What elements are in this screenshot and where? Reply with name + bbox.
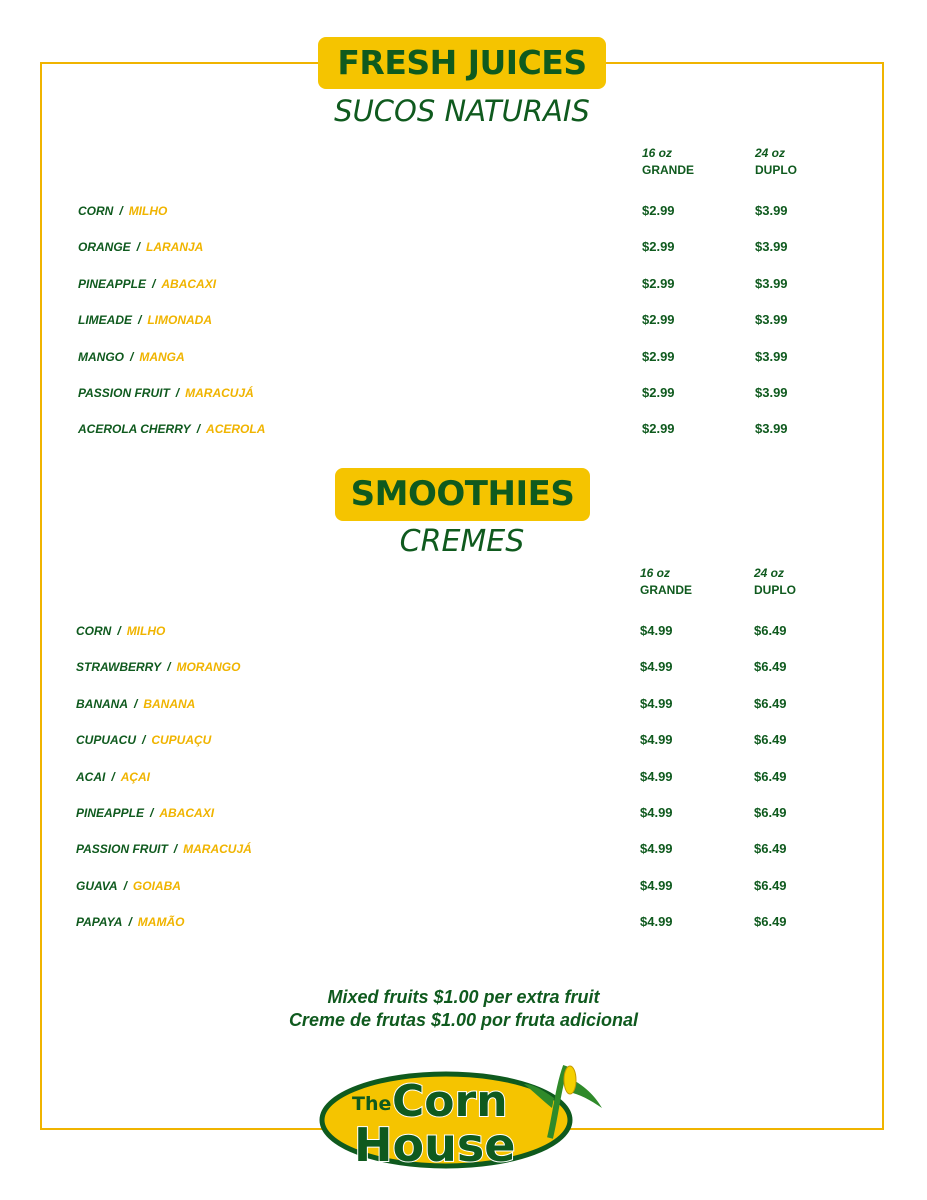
menu-item-name	[78, 240, 203, 260]
juices-col2-oz: 24 oz	[755, 146, 786, 160]
smoothies-col1-size: GRANDE	[640, 583, 693, 597]
price-24oz: $3.99	[755, 203, 788, 218]
item-separator: /	[111, 769, 115, 784]
price-24oz: $3.99	[755, 348, 788, 364]
item-english-name: MANGO	[78, 349, 124, 364]
item-english-name: PASSION FRUIT	[78, 386, 170, 400]
item-english-name: LIMEADE	[78, 313, 132, 328]
price-24oz: $3.99	[755, 385, 788, 400]
item-portuguese-name: LIMONADA	[147, 313, 213, 328]
item-portuguese-name: AÇAI	[120, 769, 151, 784]
price-16oz: $2.99	[642, 275, 675, 291]
juices-col2-size: DUPLO	[755, 163, 797, 177]
smoothies-col-16oz	[640, 565, 692, 599]
price-24oz: $3.99	[755, 421, 788, 437]
item-english-name: PINEAPPLE	[78, 276, 147, 291]
smoothies-title: SMOOTHIES	[335, 468, 590, 521]
menu-item-name	[78, 422, 265, 442]
item-separator: /	[150, 806, 154, 820]
menu-item-name	[76, 879, 181, 899]
juices-title: FRESH JUICES	[318, 37, 606, 89]
smoothies-col2-oz: 24 oz	[754, 566, 785, 580]
corn-house-logo	[318, 1058, 608, 1173]
note-line-en: Mixed fruits $1.00 per extra fruit	[327, 987, 600, 1007]
menu-item-name	[76, 733, 211, 753]
item-portuguese-name: ACEROLA	[206, 422, 266, 437]
item-portuguese-name: BANANA	[143, 696, 196, 711]
juices-col1-oz: 16 oz	[642, 146, 673, 160]
menu-item-name	[78, 350, 185, 370]
price-24oz: $6.49	[754, 659, 787, 675]
item-english-name: ACEROLA CHERRY	[78, 422, 191, 437]
price-16oz: $2.99	[642, 239, 675, 255]
item-english-name: CUPUACU	[76, 733, 136, 748]
item-portuguese-name: MARACUJÁ	[185, 386, 254, 400]
logo-the-text: The	[352, 1093, 392, 1115]
price-16oz: $2.99	[642, 203, 675, 218]
item-portuguese-name: ABACAXI	[161, 276, 217, 291]
item-separator: /	[167, 660, 171, 675]
price-16oz: $4.99	[640, 695, 673, 711]
item-english-name: BANANA	[76, 696, 128, 711]
item-portuguese-name: CUPUAÇU	[151, 733, 212, 748]
item-english-name: GUAVA	[76, 878, 118, 893]
price-24oz: $6.49	[754, 623, 787, 638]
note-line-pt: Creme de frutas $1.00 por fruta adicional	[288, 1010, 639, 1030]
item-portuguese-name: MILHO	[126, 624, 166, 638]
price-24oz: $6.49	[754, 877, 787, 893]
item-separator: /	[173, 842, 178, 857]
item-portuguese-name: MARACUJÁ	[183, 842, 252, 857]
item-separator: /	[138, 313, 142, 328]
menu-item-name	[78, 204, 167, 224]
item-english-name: CORN	[78, 204, 114, 218]
menu-item-name	[76, 660, 240, 680]
item-separator: /	[130, 349, 134, 364]
item-english-name: PINEAPPLE	[76, 806, 145, 820]
item-separator: /	[128, 915, 132, 930]
price-16oz: $4.99	[640, 732, 673, 748]
price-16oz: $2.99	[642, 348, 675, 364]
price-24oz: $6.49	[754, 732, 787, 748]
item-portuguese-name: MAMÃO	[137, 915, 185, 930]
item-separator: /	[123, 878, 127, 893]
juices-col1-size: GRANDE	[642, 163, 695, 177]
price-24oz: $6.49	[754, 805, 787, 820]
price-16oz: $4.99	[640, 768, 673, 784]
item-portuguese-name: GOIABA	[132, 878, 181, 893]
price-16oz: $4.99	[640, 914, 673, 930]
price-24oz: $6.49	[754, 768, 787, 784]
price-16oz: $2.99	[642, 312, 675, 328]
item-separator: /	[142, 733, 146, 748]
price-16oz: $4.99	[640, 623, 673, 638]
price-24oz: $3.99	[755, 312, 788, 328]
price-16oz: $4.99	[640, 805, 673, 820]
item-english-name: PASSION FRUIT	[76, 842, 168, 857]
price-16oz: $4.99	[640, 841, 673, 857]
juices-subtitle: SUCOS NATURAIS	[334, 94, 590, 128]
price-24oz: $3.99	[755, 275, 788, 291]
item-english-name: STRAWBERRY	[76, 660, 162, 675]
smoothies-col-24oz	[754, 565, 796, 599]
item-separator: /	[117, 624, 121, 638]
logo-house-text: House	[354, 1118, 516, 1172]
item-separator: /	[196, 422, 201, 437]
smoothies-col1-oz: 16 oz	[640, 566, 671, 580]
menu-item-name	[76, 806, 214, 826]
price-24oz: $6.49	[754, 695, 787, 711]
smoothies-col2-size: DUPLO	[754, 583, 796, 597]
item-english-name: PAPAYA	[76, 915, 123, 930]
item-english-name: CORN	[76, 624, 112, 638]
price-24oz: $3.99	[755, 239, 788, 255]
item-english-name: ORANGE	[78, 240, 131, 255]
juices-col-16oz	[642, 145, 694, 179]
item-separator: /	[119, 204, 123, 218]
item-portuguese-name: MILHO	[128, 204, 168, 218]
logo-corn-text: Corn	[392, 1076, 508, 1127]
menu-item-name	[76, 624, 165, 644]
menu-item-name	[78, 386, 254, 406]
juices-col-24oz	[755, 145, 797, 179]
item-english-name: ACAI	[76, 769, 106, 784]
item-portuguese-name: LARANJA	[146, 240, 204, 255]
item-portuguese-name: MANGA	[139, 349, 185, 364]
menu-item-name	[78, 277, 216, 297]
price-24oz: $6.49	[754, 914, 787, 930]
menu-item-name	[76, 842, 252, 862]
item-separator: /	[175, 386, 180, 400]
price-16oz: $2.99	[642, 385, 675, 400]
item-portuguese-name: ABACAXI	[159, 806, 215, 820]
menu-item-name	[76, 770, 150, 790]
menu-item-name	[76, 915, 184, 935]
menu-item-name	[76, 697, 195, 717]
item-separator: /	[136, 240, 141, 255]
item-portuguese-name: MORANGO	[176, 660, 241, 675]
menu-item-name	[78, 313, 212, 333]
item-separator: /	[152, 276, 156, 291]
price-24oz: $6.49	[754, 841, 787, 857]
price-16oz: $4.99	[640, 877, 673, 893]
smoothies-subtitle: CREMES	[399, 524, 525, 559]
price-16oz: $2.99	[642, 421, 675, 437]
item-separator: /	[134, 696, 138, 711]
price-16oz: $4.99	[640, 659, 673, 675]
